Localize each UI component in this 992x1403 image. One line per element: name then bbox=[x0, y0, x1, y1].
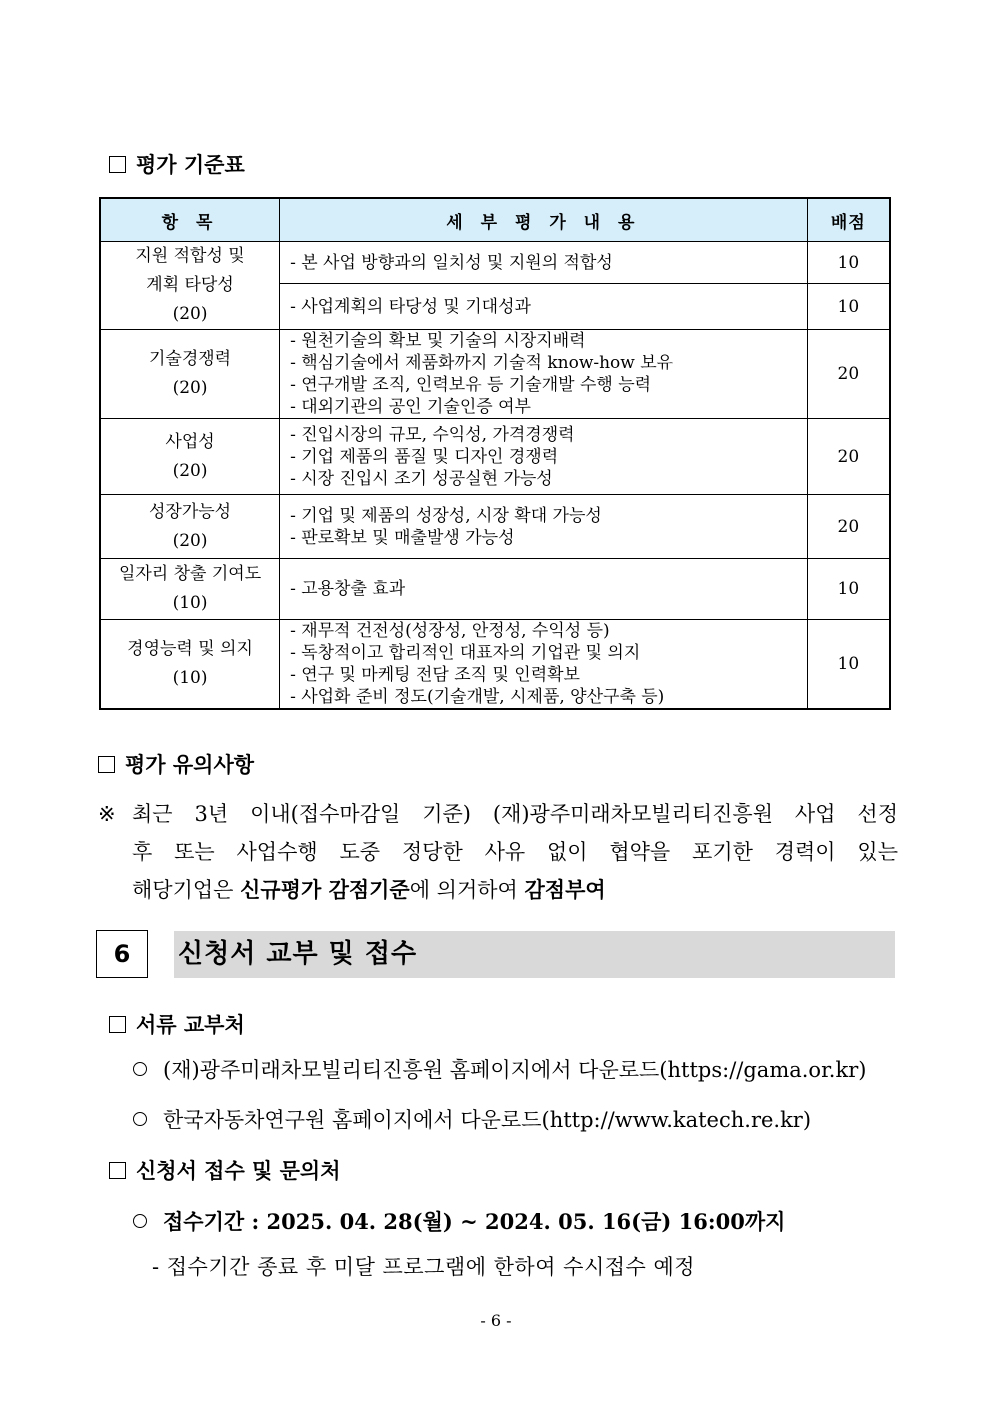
checkbox-square-icon bbox=[109, 156, 126, 173]
category-cell bbox=[100, 330, 280, 419]
reference-mark-icon: ※ bbox=[98, 802, 116, 826]
list-item bbox=[133, 1104, 811, 1134]
score-cell: 20 bbox=[807, 419, 890, 495]
apply-note: - 접수기간 종료 후 미달 프로그램에 한하여 수시접수 예정 bbox=[152, 1255, 696, 1279]
checkbox-square-icon bbox=[109, 1162, 126, 1179]
docs-item-text: 한국자동차연구원 홈페이지에서 다운로드(http://www.katech.re.kr) bbox=[163, 1108, 812, 1132]
category-label: 성장가능성 bbox=[148, 501, 232, 522]
caution-text: 해당기업은 bbox=[132, 878, 241, 902]
category-label: 경영능력 및 의지 bbox=[127, 639, 253, 659]
category-cell bbox=[100, 620, 280, 710]
detail-item: - 본 사업 방향과의 일치성 및 지원의 적합성 bbox=[290, 252, 613, 273]
detail-item: - 기업 및 제품의 성장성, 시장 확대 가능성 bbox=[290, 505, 602, 526]
checkbox-square-icon bbox=[109, 1016, 126, 1033]
detail-item: - 재무적 건전성(성장성, 안정성, 수익성 등) bbox=[290, 621, 610, 641]
score-cell: 20 bbox=[807, 495, 890, 559]
caution-heading bbox=[98, 749, 254, 779]
section-number: 6 bbox=[96, 930, 148, 978]
caution-emphasis: 신규평가 감점기준 bbox=[240, 877, 410, 902]
score-cell: 10 bbox=[807, 242, 890, 284]
category-points: (10) bbox=[172, 593, 208, 613]
detail-cell bbox=[280, 419, 808, 495]
detail-item: - 사업화 준비 정도(기술개발, 시제품, 양산구축 등) bbox=[290, 687, 665, 707]
category-label: 지원 적합성 및 bbox=[135, 246, 245, 266]
section-title: 신청서 교부 및 접수 bbox=[174, 931, 895, 978]
apply-heading bbox=[109, 1155, 341, 1185]
score-cell: 10 bbox=[807, 559, 890, 620]
category-points: (20) bbox=[172, 378, 208, 398]
category-cell bbox=[100, 495, 280, 559]
detail-item: - 고용창출 효과 bbox=[290, 579, 406, 599]
eval-heading bbox=[109, 149, 245, 179]
table-row bbox=[100, 419, 890, 495]
table-row bbox=[100, 242, 890, 284]
docs-item-text: (재)광주미래차모빌리티진흥원 홈페이지에서 다운로드(https://gama.or.kr) bbox=[163, 1058, 867, 1082]
apply-period bbox=[133, 1206, 785, 1236]
detail-item: - 핵심기술에서 제품화까지 기술적 know-how 보유 bbox=[290, 353, 674, 373]
table-row bbox=[100, 620, 890, 710]
category-points: (20) bbox=[172, 304, 208, 324]
detail-item: - 판로확보 및 매출발생 가능성 bbox=[290, 527, 515, 548]
detail-item: - 진입시장의 규모, 수익성, 가격경쟁력 bbox=[290, 424, 575, 445]
detail-item: - 독창적이고 합리적인 대표자의 기업관 및 의지 bbox=[290, 643, 641, 663]
apply-heading-text: 신청서 접수 및 문의처 bbox=[136, 1159, 341, 1183]
detail-cell bbox=[280, 284, 808, 330]
caution-line bbox=[98, 871, 898, 909]
table-row bbox=[100, 495, 890, 559]
header-category: 항 목 bbox=[100, 198, 280, 242]
caution-line: 최근 3년 이내(접수마감일 기준) (재)광주미래차모빌리티진흥원 사업 선정 bbox=[132, 802, 898, 826]
detail-cell bbox=[280, 495, 808, 559]
caution-paragraph bbox=[98, 795, 898, 909]
caution-heading-text: 평가 유의사항 bbox=[125, 753, 255, 777]
category-label: 일자리 창출 기여도 bbox=[118, 564, 262, 584]
category-cell bbox=[100, 559, 280, 620]
category-cell bbox=[100, 419, 280, 495]
detail-item: - 대외기관의 공인 기술인증 여부 bbox=[290, 397, 531, 417]
docs-heading bbox=[109, 1009, 245, 1039]
caution-emphasis: 감점부여 bbox=[524, 877, 606, 902]
category-label: 계획 타당성 bbox=[146, 275, 234, 295]
category-points: (20) bbox=[172, 530, 208, 551]
table-row bbox=[100, 330, 890, 419]
detail-item: - 연구개발 조직, 인력보유 등 기술개발 수행 능력 bbox=[290, 375, 652, 395]
circle-bullet-icon bbox=[133, 1062, 147, 1076]
score-cell: 10 bbox=[807, 620, 890, 710]
score-cell: 10 bbox=[807, 284, 890, 330]
table-header-row bbox=[100, 198, 890, 242]
detail-cell bbox=[280, 242, 808, 284]
category-points: (10) bbox=[172, 668, 208, 688]
header-details: 세 부 평 가 내 용 bbox=[280, 198, 808, 242]
score-cell: 20 bbox=[807, 330, 890, 419]
detail-item: - 연구 및 마케팅 전담 조직 및 인력확보 bbox=[290, 665, 580, 685]
checkbox-square-icon bbox=[98, 756, 115, 773]
detail-cell bbox=[280, 620, 808, 710]
caution-line: 후 또는 사업수행 도중 정당한 사유 없이 협약을 포기한 경력이 있는 bbox=[132, 840, 898, 864]
detail-item: - 기업 제품의 품질 및 디자인 경쟁력 bbox=[290, 446, 559, 467]
circle-bullet-icon bbox=[133, 1112, 147, 1126]
detail-cell bbox=[280, 559, 808, 620]
detail-item: - 시장 진입시 조기 성공실현 가능성 bbox=[290, 468, 553, 489]
apply-period-text: 접수기간 : 2025. 04. 28(월) ~ 2024. 05. 16(금) 16:00까지 bbox=[163, 1209, 786, 1234]
table-row bbox=[100, 559, 890, 620]
category-points: (20) bbox=[172, 460, 208, 481]
page-number: - 6 - bbox=[480, 1311, 512, 1330]
list-item bbox=[133, 1054, 866, 1084]
caution-text: 에 의거하여 bbox=[409, 878, 525, 902]
category-label: 기술경쟁력 bbox=[148, 349, 232, 369]
docs-heading-text: 서류 교부처 bbox=[136, 1013, 245, 1037]
header-score: 배점 bbox=[807, 198, 890, 242]
evaluation-table bbox=[99, 197, 891, 710]
category-label: 사업성 bbox=[165, 431, 215, 452]
eval-heading-text: 평가 기준표 bbox=[136, 153, 245, 177]
detail-item: - 원천기술의 확보 및 기술의 시장지배력 bbox=[290, 331, 586, 351]
detail-item: - 사업계획의 타당성 및 기대성과 bbox=[290, 296, 531, 317]
detail-cell bbox=[280, 330, 808, 419]
circle-bullet-icon bbox=[133, 1214, 147, 1228]
category-cell bbox=[100, 242, 280, 330]
